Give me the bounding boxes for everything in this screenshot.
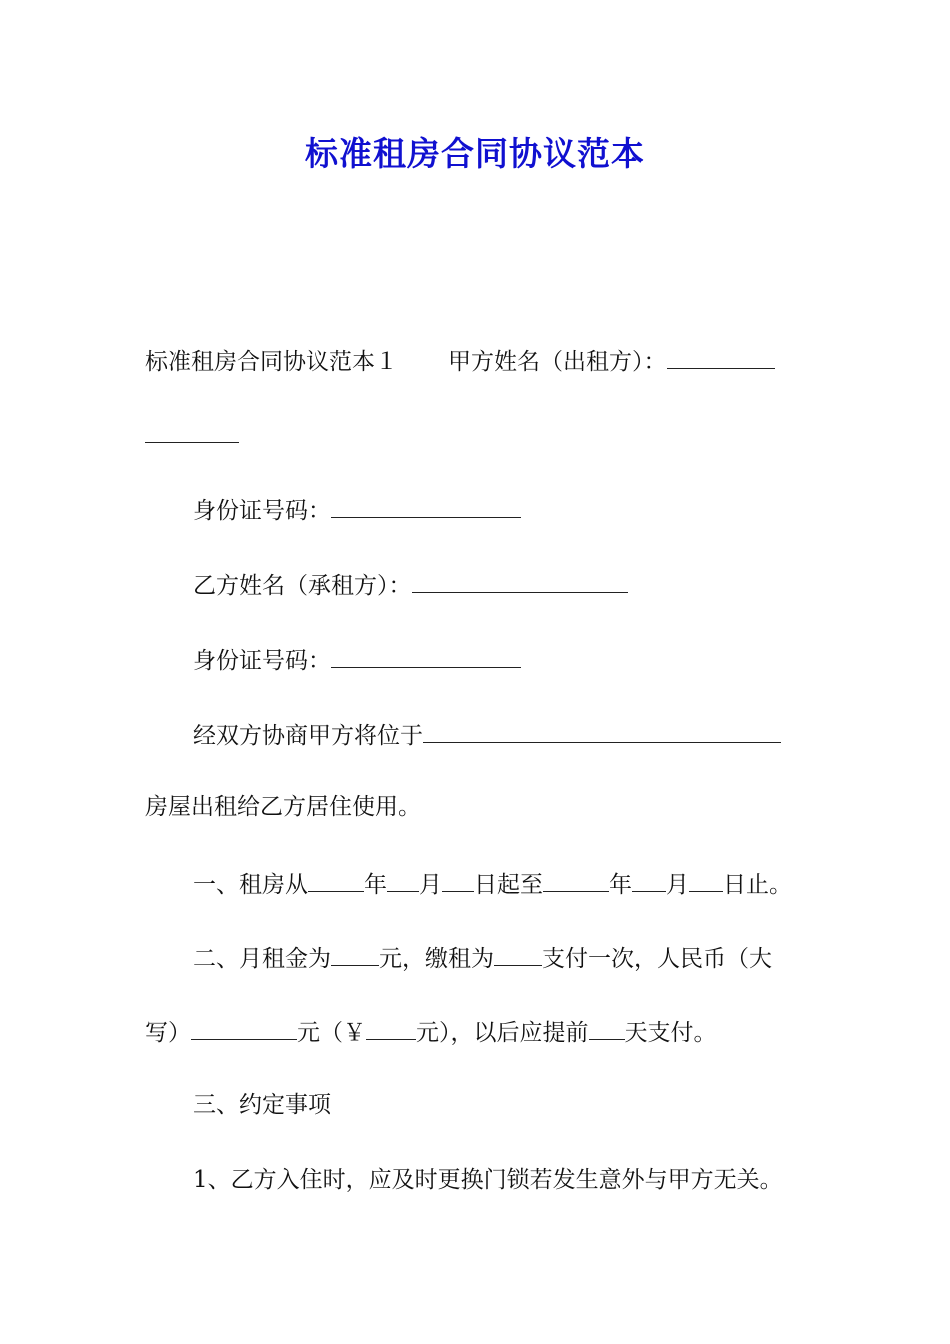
- year-text: 年: [609, 872, 632, 898]
- year-text: 年: [364, 872, 387, 898]
- tenant-name-blank: [412, 568, 628, 593]
- month-text: 月: [666, 872, 689, 898]
- paragraph-landlord-name-continued: [145, 418, 239, 451]
- payment-days-text: 天支付。: [624, 1020, 717, 1046]
- numeric-amount-blank: [366, 1015, 416, 1040]
- paragraph-rent-amount-continued: [145, 1015, 717, 1048]
- end-text: 日止。: [723, 872, 792, 898]
- landlord-id-label: 身份证号码：: [193, 498, 331, 524]
- clause-2-label: 二、月租金为: [193, 946, 331, 972]
- clause-3-heading: 三、约定事项: [193, 1092, 331, 1118]
- capital-amount-blank: [191, 1015, 297, 1040]
- end-day-blank: [689, 867, 723, 892]
- tenant-id-blank: [331, 643, 521, 668]
- paragraph-property-location: [193, 718, 781, 751]
- paragraph-agreed-matters: [193, 1090, 331, 1120]
- advance-payment-label: 元），以后应提前: [416, 1020, 589, 1046]
- advance-days-blank: [589, 1015, 625, 1040]
- paragraph-landlord-name: [145, 344, 775, 377]
- paragraph-rent-amount: [193, 941, 772, 974]
- monthly-rent-blank: [331, 941, 379, 966]
- payment-cycle-label: 元，缴租为: [379, 946, 494, 972]
- paragraph-rental-period: [193, 867, 792, 900]
- payment-cycle-blank: [494, 941, 542, 966]
- property-location-label: 经双方协商甲方将位于: [193, 723, 423, 749]
- tenant-name-label: 乙方姓名（承租方）：: [193, 573, 412, 599]
- paragraph-rental-use: [145, 792, 421, 822]
- rental-use-text: 房屋出租给乙方居住使用。: [145, 794, 421, 820]
- month-text: 月: [419, 872, 442, 898]
- landlord-name-blank-continued: [145, 418, 239, 443]
- capital-label: 写）: [145, 1020, 191, 1046]
- item-1-text: 1、乙方入住时，应及时更换门锁若发生意外与甲方无关。: [193, 1167, 783, 1193]
- end-month-blank: [632, 867, 666, 892]
- tenant-id-label: 身份证号码：: [193, 648, 331, 674]
- paragraph-tenant-name: [193, 568, 628, 601]
- paragraph-item-1: [193, 1165, 783, 1195]
- end-year-blank: [543, 867, 609, 892]
- paragraph-landlord-id: [193, 493, 521, 526]
- landlord-id-blank: [331, 493, 521, 518]
- start-month-blank: [387, 867, 419, 892]
- paragraph-tenant-id: [193, 643, 521, 676]
- payment-text: 支付一次，人民币（大: [542, 946, 772, 972]
- landlord-name-blank: [667, 344, 775, 369]
- clause-1-label: 一、租房从: [193, 872, 308, 898]
- start-to-text: 日起至: [474, 872, 543, 898]
- currency-label: 元（￥: [297, 1020, 366, 1046]
- landlord-name-label: 甲方姓名（出租方）：: [448, 349, 667, 375]
- start-year-blank: [308, 867, 364, 892]
- start-day-blank: [442, 867, 474, 892]
- document-title: 标准租房合同协议范本: [305, 134, 645, 173]
- property-location-blank: [423, 718, 781, 743]
- contract-heading-text: 标准租房合同协议范本１: [145, 349, 398, 375]
